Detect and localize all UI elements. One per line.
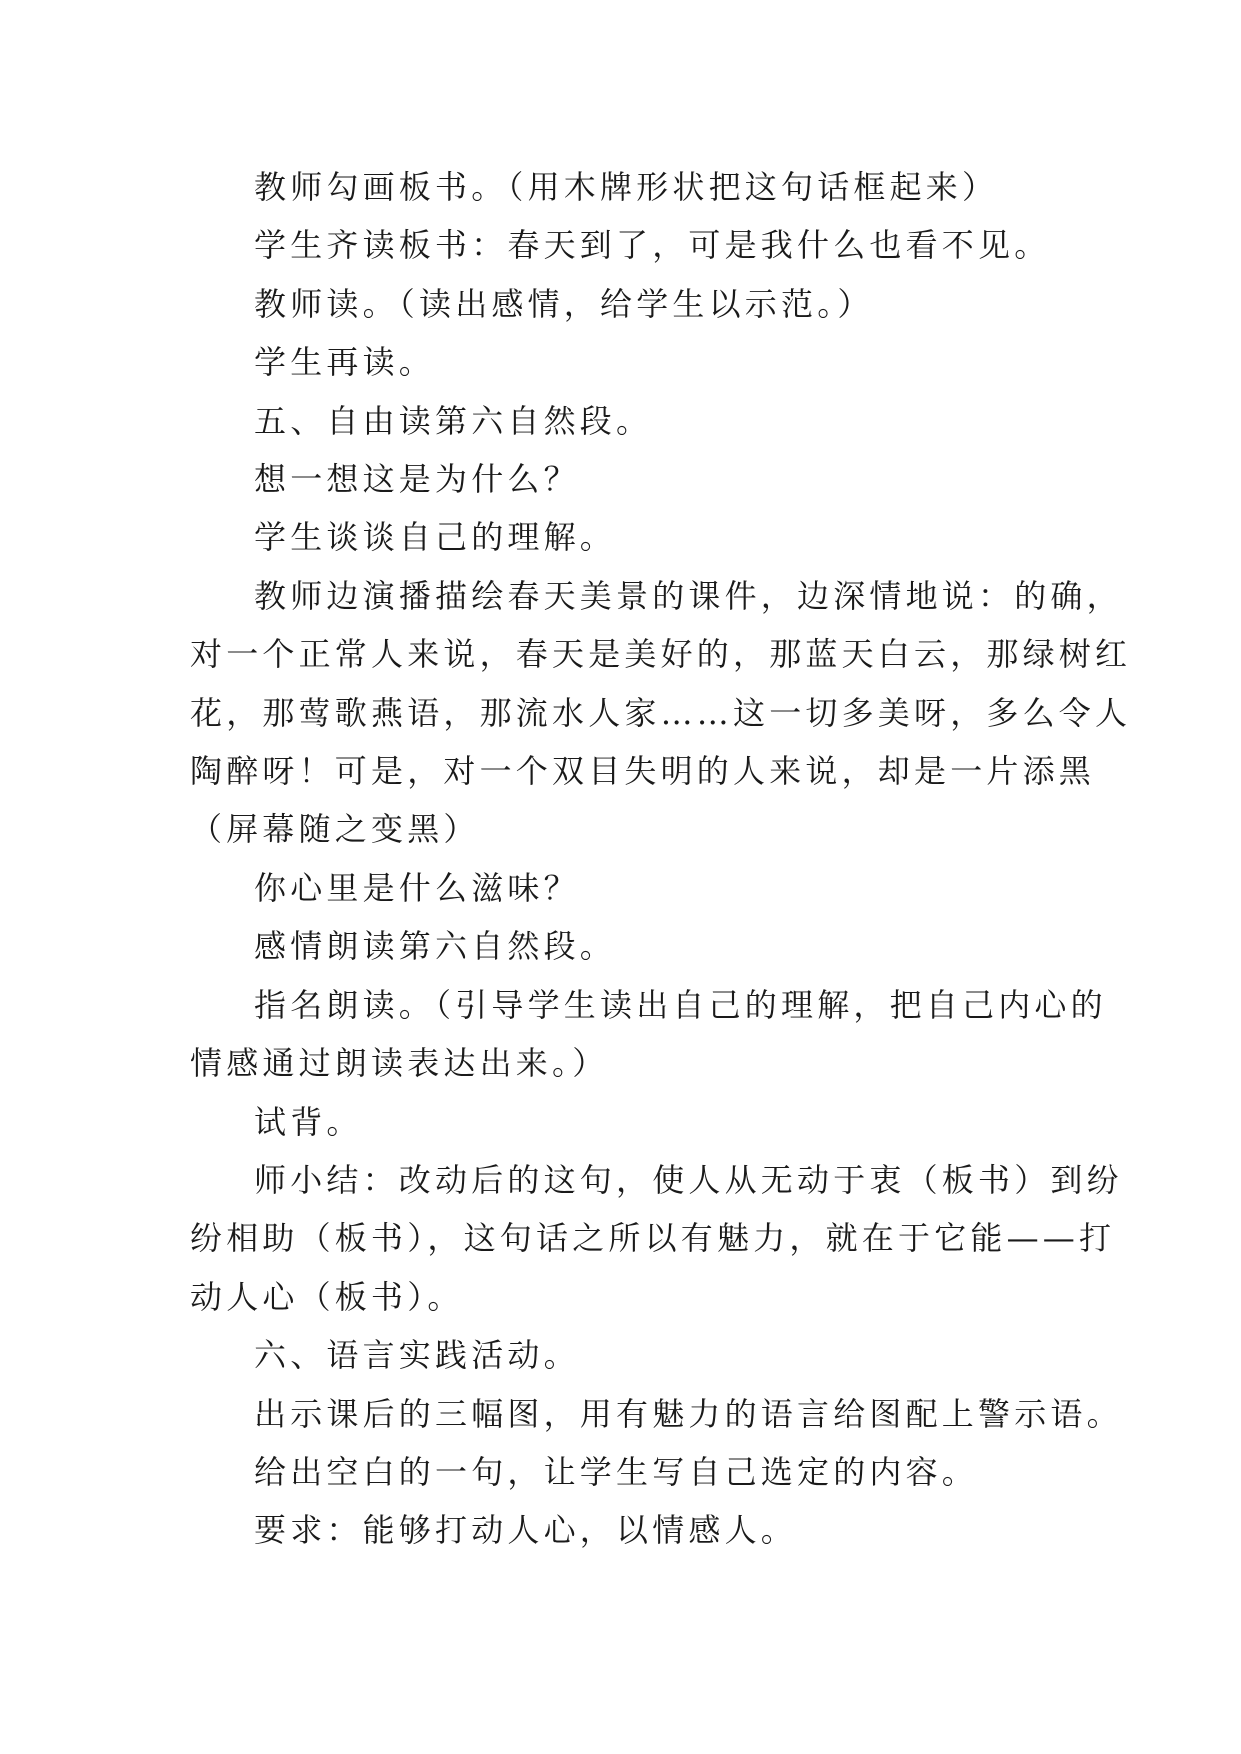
paragraph bbox=[190, 216, 1070, 274]
text-line: 学生谈谈自己的理解。 bbox=[254, 518, 617, 557]
paragraph bbox=[190, 333, 1070, 391]
text-line: 纷相助（板书），这句话之所以有魅力，就在于它能——打 bbox=[190, 1219, 1116, 1258]
document-body bbox=[190, 158, 1132, 1560]
text-line: 动人心（板书）。 bbox=[190, 1277, 464, 1316]
text-line: 对一个正常人来说，春天是美好的，那蓝天白云，那绿树红 bbox=[190, 635, 1132, 674]
text-line: 情感通过朗读表达出来。） bbox=[190, 1044, 609, 1083]
text-line: 学生再读。 bbox=[254, 343, 436, 382]
paragraph bbox=[190, 1501, 1070, 1559]
text-line: 师小结：改动后的这句，使人从无动于衷（板书）到纷 bbox=[254, 1160, 1123, 1199]
text-line: （屏幕随之变黑） bbox=[190, 810, 480, 849]
paragraph bbox=[190, 158, 1070, 216]
paragraph bbox=[190, 450, 1070, 508]
paragraph bbox=[190, 275, 1070, 333]
paragraph bbox=[190, 1151, 1123, 1326]
section-heading-five bbox=[190, 392, 1070, 450]
paragraph bbox=[190, 567, 1132, 859]
paragraph bbox=[190, 976, 1107, 1093]
paragraph bbox=[190, 917, 1070, 975]
text-line: 想一想这是为什么？ bbox=[254, 460, 580, 499]
paragraph bbox=[190, 1093, 1070, 1151]
text-line: 教师勾画板书。（用木牌形状把这句话框起来） bbox=[254, 168, 999, 206]
text-line: 花，那莺歌燕语，那流水人家……这一切多美呀，多么令人 bbox=[190, 693, 1132, 732]
paragraph bbox=[190, 859, 1070, 917]
text-line: 试背。 bbox=[254, 1102, 363, 1141]
text-line: 出示课后的三幅图，用有魅力的语言给图配上警示语。 bbox=[254, 1394, 1123, 1433]
text-line: 教师边演播描绘春天美景的课件，边深情地说：的确， bbox=[254, 576, 1123, 615]
text-line: 教师读。（读出感情，给学生以示范。） bbox=[254, 284, 874, 323]
paragraph bbox=[190, 508, 1070, 566]
paragraph bbox=[190, 1443, 1070, 1501]
text-line: 感情朗读第六自然段。 bbox=[254, 927, 617, 966]
text-line: 五、自由读第六自然段。 bbox=[254, 401, 653, 440]
text-line: 学生齐读板书：春天到了，可是我什么也看不见。 bbox=[254, 226, 1051, 265]
text-line: 你心里是什么滋味？ bbox=[254, 868, 580, 907]
paragraph bbox=[190, 1385, 1123, 1443]
text-line: 要求：能够打动人心，以情感人。 bbox=[254, 1511, 798, 1550]
section-heading-six bbox=[190, 1326, 1070, 1384]
text-line: 指名朗读。（引导学生读出自己的理解，把自己内心的 bbox=[254, 985, 1107, 1024]
text-line: 给出空白的一句，让学生写自己选定的内容。 bbox=[254, 1452, 979, 1491]
text-line: 六、语言实践活动。 bbox=[254, 1336, 580, 1375]
text-line: 陶醉呀！可是，对一个双目失明的人来说，却是一片添黑 bbox=[190, 752, 1096, 791]
